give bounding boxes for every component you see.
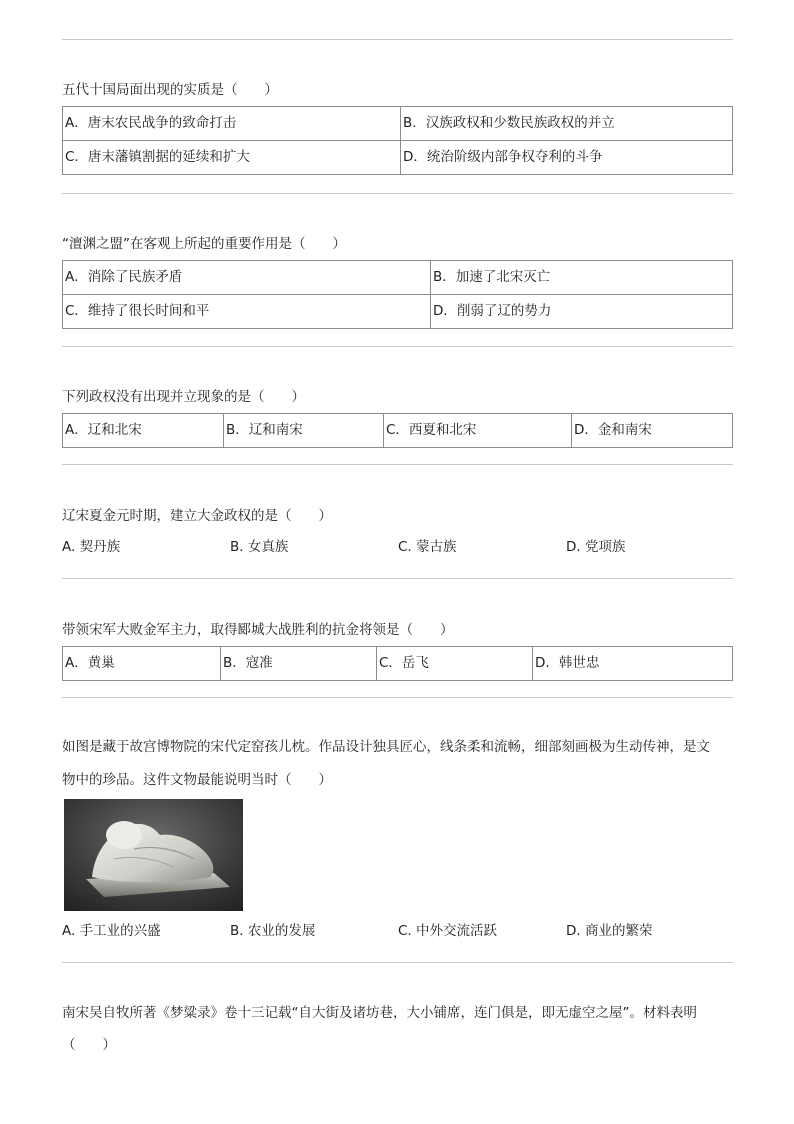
divider (62, 697, 733, 698)
option-a[interactable]: A. 手工业的兴盛 (62, 923, 161, 939)
option-c[interactable]: C. 中外交流活跃 (398, 923, 498, 939)
divider (62, 962, 733, 963)
question-stem-line: 物中的珍品。这件文物最能说明当时（ ） (62, 772, 332, 788)
option-a[interactable]: A．消除了民族矛盾 (63, 261, 431, 295)
option-d[interactable]: D．金和南宋 (572, 414, 733, 448)
option-d[interactable]: D. 商业的繁荣 (566, 923, 653, 939)
divider (62, 193, 733, 194)
option-a[interactable]: A．唐末农民战争的致命打击 (63, 107, 401, 141)
question-stem: “澶渊之盟”在客观上所起的重要作用是（ ） (62, 236, 346, 252)
option-d[interactable]: D．韩世忠 (533, 647, 733, 681)
options-table (62, 260, 733, 329)
option-d[interactable]: D. 党项族 (566, 539, 626, 555)
divider (62, 346, 733, 347)
divider (62, 578, 733, 579)
option-a[interactable]: A. 契丹族 (62, 539, 121, 555)
question-stem: 带领宋军大败金军主力，取得郾城大战胜利的抗金将领是（ ） (62, 622, 454, 638)
question-stem-line: （ ） (62, 1037, 116, 1053)
options-table (62, 106, 733, 175)
option-c[interactable]: C．西夏和北宋 (384, 414, 572, 448)
option-a[interactable]: A．黄巢 (63, 647, 221, 681)
option-b[interactable]: B．加速了北宋灭亡 (431, 261, 733, 295)
option-b[interactable]: B. 农业的发展 (230, 923, 316, 939)
question-stem-line: 如图是藏于故宫博物院的宋代定窑孩儿枕。作品设计独具匠心，线条柔和流畅，细部刻画极为生动传神，是文 (62, 739, 710, 755)
option-b[interactable]: B. 女真族 (230, 539, 289, 555)
option-d[interactable]: D．削弱了辽的势力 (431, 295, 733, 329)
option-b[interactable]: B．寇准 (221, 647, 377, 681)
option-c[interactable]: C．唐末藩镇割据的延续和扩大 (63, 141, 401, 175)
options-row (62, 921, 734, 941)
question-stem-line: 南宋吴自牧所著《梦粱录》卷十三记载“自大街及诸坊巷，大小铺席，连门俱是，即无虚空之屋”。材料表明 (62, 1005, 697, 1021)
options-table (62, 646, 733, 681)
option-a[interactable]: A．辽和北宋 (63, 414, 224, 448)
pillow-artifact-photo (64, 799, 243, 911)
option-b[interactable]: B．辽和南宋 (224, 414, 384, 448)
option-c[interactable]: C. 蒙古族 (398, 539, 457, 555)
question-stem: 下列政权没有出现并立现象的是（ ） (62, 389, 305, 405)
divider (62, 39, 733, 40)
question-stem: 辽宋夏金元时期，建立大金政权的是（ ） (62, 508, 332, 524)
question-stem: 五代十国局面出现的实质是（ ） (62, 82, 278, 98)
option-c[interactable]: C．岳飞 (377, 647, 533, 681)
option-d[interactable]: D．统治阶级内部争权夺利的斗争 (401, 141, 733, 175)
options-row (62, 537, 734, 557)
option-c[interactable]: C．维持了很长时间和平 (63, 295, 431, 329)
divider (62, 464, 733, 465)
option-b[interactable]: B．汉族政权和少数民族政权的并立 (401, 107, 733, 141)
options-table (62, 413, 733, 448)
